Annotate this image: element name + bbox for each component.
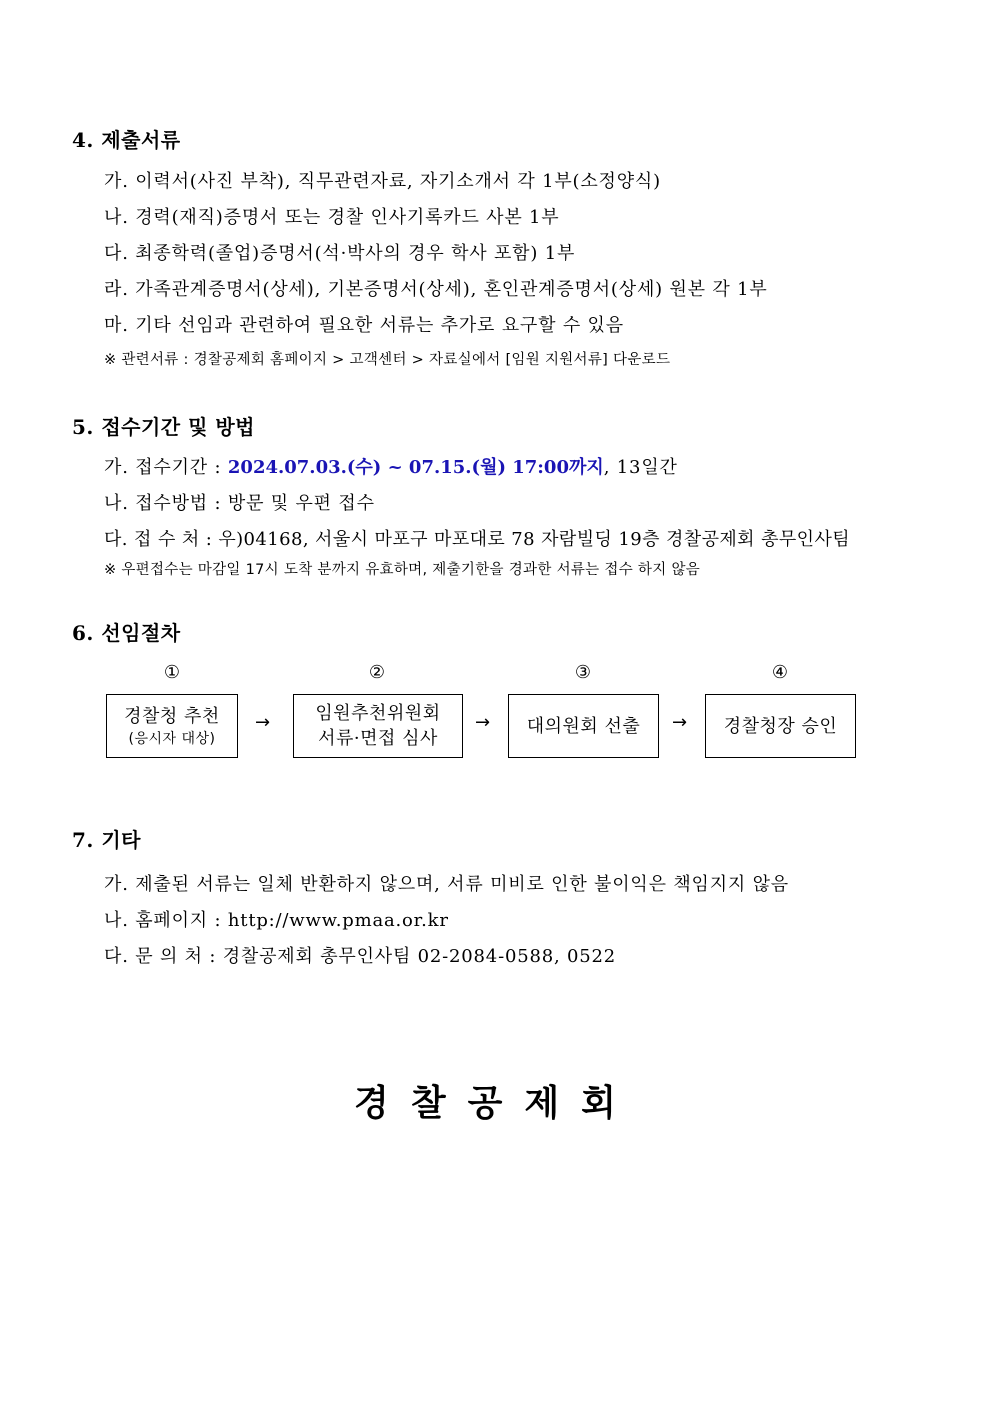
arrow-icon: → [672,712,688,733]
arrow-icon: → [475,712,491,733]
sec7-homepage: 나. 홈페이지 : http://www.pmaa.or.kr [104,910,449,931]
step-1-number: ① [163,662,181,683]
period-prefix: 가. 접수기간 : [104,457,228,478]
sec5-period [104,453,678,479]
sec5-note: ※ 우편접수는 마감일 17시 도착 분까지 유효하며, 제출기한을 경과한 서류는 접수 하지 않음 [104,562,701,578]
section-7-title: 7. 기타 [72,828,141,852]
period-suffix: , 13일간 [603,457,678,478]
sec7-contact: 다. 문 의 처 : 경찰공제회 총무인사팀 02-2084-0588, 0522 [104,946,617,967]
section-6-title: 6. 선임절차 [72,621,181,645]
step-3-label: 대의원회 선출 [526,715,641,737]
step-1-label: 경찰청 추천 [124,705,220,727]
sec4-item: 마. 기타 선임과 관련하여 필요한 서류는 추가로 요구할 수 있음 [104,315,624,336]
sec4-item: 나. 경력(재직)증명서 또는 경찰 인사기록카드 사본 1부 [104,207,560,228]
step-4-label: 경찰청장 승인 [723,715,838,737]
sec4-note: ※ 관련서류 : 경찰공제회 홈페이지 > 고객센터 > 자료실에서 [임원 지원서류] 다운로드 [104,352,671,368]
section-4-title: 4. 제출서류 [72,128,181,152]
section-5-title: 5. 접수기간 및 방법 [72,415,256,439]
sec4-item: 가. 이력서(사진 부착), 직무관련자료, 자기소개서 각 1부(소정양식) [104,171,661,192]
sec4-item: 다. 최종학력(졸업)증명서(석·박사의 경우 학사 포함) 1부 [104,243,576,264]
step-2-sublabel: 서류·면접 심사 [318,728,438,749]
step-4-number: ④ [771,662,789,683]
step-1-box [106,694,238,758]
sec5-method: 나. 접수방법 : 방문 및 우편 접수 [104,493,375,514]
step-3-box [508,694,659,758]
period-highlight: 2024.07.03.(수) ~ 07.15.(월) 17:00까지 [227,457,604,478]
step-2-number: ② [368,662,386,683]
sec5-place: 다. 접 수 처 : 우)04168, 서울시 마포구 마포대로 78 자람빌딩 19층 경찰공제회 총무인사팀 [104,529,851,550]
sec7-item: 가. 제출된 서류는 일체 반환하지 않으며, 서류 미비로 인한 불이익은 책임지지 않음 [104,874,789,895]
step-2-box [293,694,463,758]
organization-name: 경찰공제회 [354,1082,638,1124]
step-2-label: 임원추천위원회 [315,703,441,724]
sec4-item: 라. 가족관계증명서(상세), 기본증명서(상세), 혼인관계증명서(상세) 원본 각 1부 [104,279,768,300]
step-4-box [705,694,856,758]
step-3-number: ③ [574,662,592,683]
step-1-sublabel: (응시자 대상) [128,730,216,747]
arrow-icon: → [255,712,271,733]
